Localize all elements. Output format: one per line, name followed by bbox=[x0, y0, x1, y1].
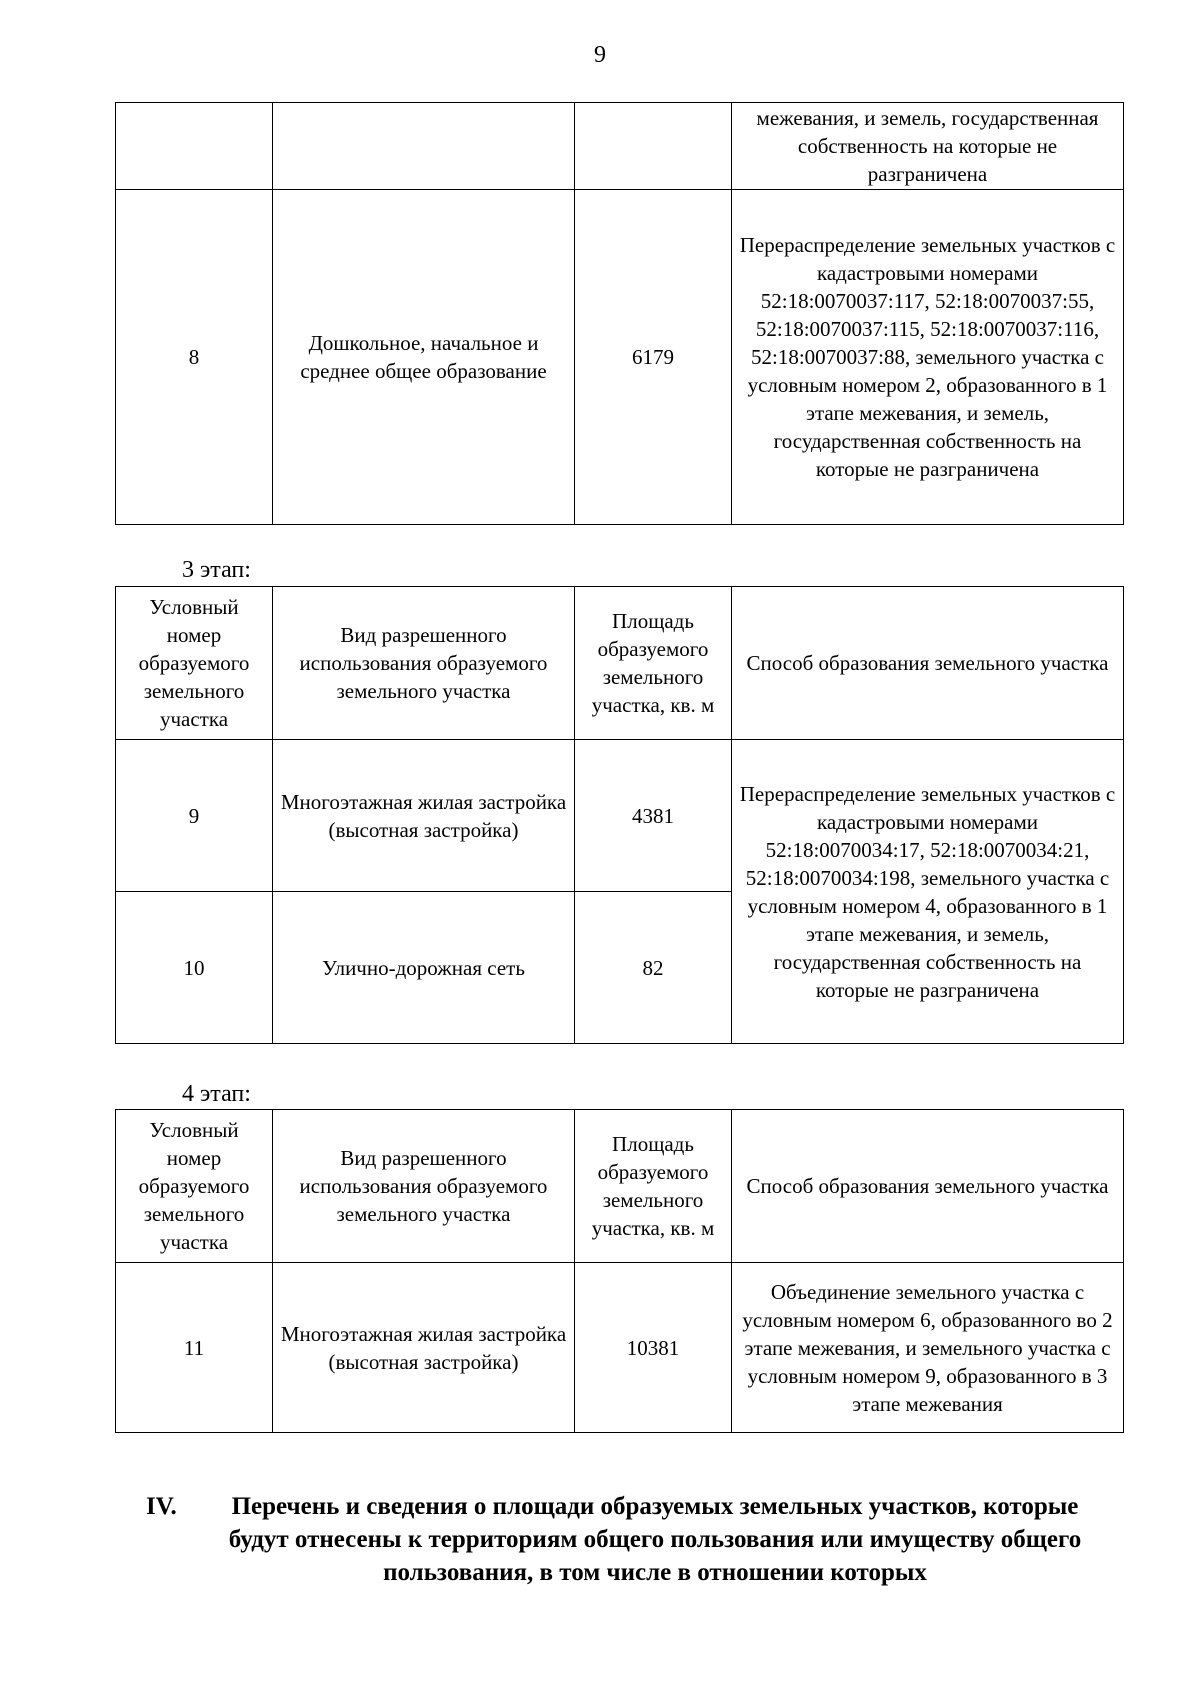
table-stage2-continued bbox=[115, 102, 1124, 525]
header-area: Площадь образуемого земельного участка, кв. м bbox=[575, 587, 732, 740]
section-number: IV. bbox=[146, 1493, 177, 1520]
table-stage4 bbox=[115, 1109, 1124, 1433]
stage-3-label: 3 этап: bbox=[182, 557, 251, 583]
cell-use: Улично-дорожная сеть bbox=[273, 892, 575, 1044]
header-num: Условный номер образуемого земельного участка bbox=[116, 587, 273, 740]
cell-num: 10 bbox=[116, 892, 273, 1044]
cell-area: 82 bbox=[575, 892, 732, 1044]
header-use: Вид разрешенного использования образуемого земельного участка bbox=[273, 1110, 575, 1263]
section-heading bbox=[146, 1490, 1106, 1589]
table-row bbox=[116, 190, 1124, 525]
table-row bbox=[116, 1263, 1124, 1433]
table-row bbox=[116, 740, 1124, 892]
cell-use: Многоэтажная жилая застройка (высотная застройка) bbox=[273, 1263, 575, 1433]
table-stage3 bbox=[115, 586, 1124, 1044]
header-method: Способ образования земельного участка bbox=[732, 1110, 1124, 1263]
cell-num bbox=[116, 103, 273, 190]
cell-use bbox=[273, 103, 575, 190]
header-method: Способ образования земельного участка bbox=[732, 587, 1124, 740]
cell-num: 9 bbox=[116, 740, 273, 892]
stage-4-label: 4 этап: bbox=[182, 1081, 251, 1107]
cell-method: Перераспределение земельных участков с кадастровыми номерами 52:18:0070037:117, 52:18:0070037:55, 52:18:0070037:115, 52:18:0070037:116, 52:18:0070037:88, земельного участка с условным номером 2, образованного в 1 этапе межевания, и земель, государственная собственность на которые не разграничена bbox=[732, 190, 1124, 525]
cell-use: Многоэтажная жилая застройка (высотная застройка) bbox=[273, 740, 575, 892]
cell-area bbox=[575, 103, 732, 190]
table-header-row bbox=[116, 587, 1124, 740]
cell-num: 11 bbox=[116, 1263, 273, 1433]
cell-method: Объединение земельного участка с условным номером 6, образованного во 2 этапе межевания, и земельного участка с условным номером 9, образованного в 3 этапе межевания bbox=[732, 1263, 1124, 1433]
cell-use: Дошкольное, начальное и среднее общее образование bbox=[273, 190, 575, 525]
header-use: Вид разрешенного использования образуемого земельного участка bbox=[273, 587, 575, 740]
cell-method: межевания, и земель, государственная собственность на которые не разграничена bbox=[732, 103, 1124, 190]
table-header-row bbox=[116, 1110, 1124, 1263]
page-number: 9 bbox=[594, 42, 606, 68]
cell-method: Перераспределение земельных участков с кадастровыми номерами 52:18:0070034:17, 52:18:0070034:21, 52:18:0070034:198, земельного участка с условным номером 4, образованного в 1 этапе межевания, и земель, государственная собственность на которые не разграничена bbox=[732, 740, 1124, 1044]
cell-area: 6179 bbox=[575, 190, 732, 525]
section-title: Перечень и сведения о площади образуемых земельных участков, которые будут отнесены к территориям общего пользования или имуществу общего пользования, в том числе в отношении которых bbox=[228, 1493, 1082, 1586]
header-area: Площадь образуемого земельного участка, кв. м bbox=[575, 1110, 732, 1263]
cell-num: 8 bbox=[116, 190, 273, 525]
table-row bbox=[116, 103, 1124, 190]
header-num: Условный номер образуемого земельного участка bbox=[116, 1110, 273, 1263]
cell-area: 4381 bbox=[575, 740, 732, 892]
cell-area: 10381 bbox=[575, 1263, 732, 1433]
